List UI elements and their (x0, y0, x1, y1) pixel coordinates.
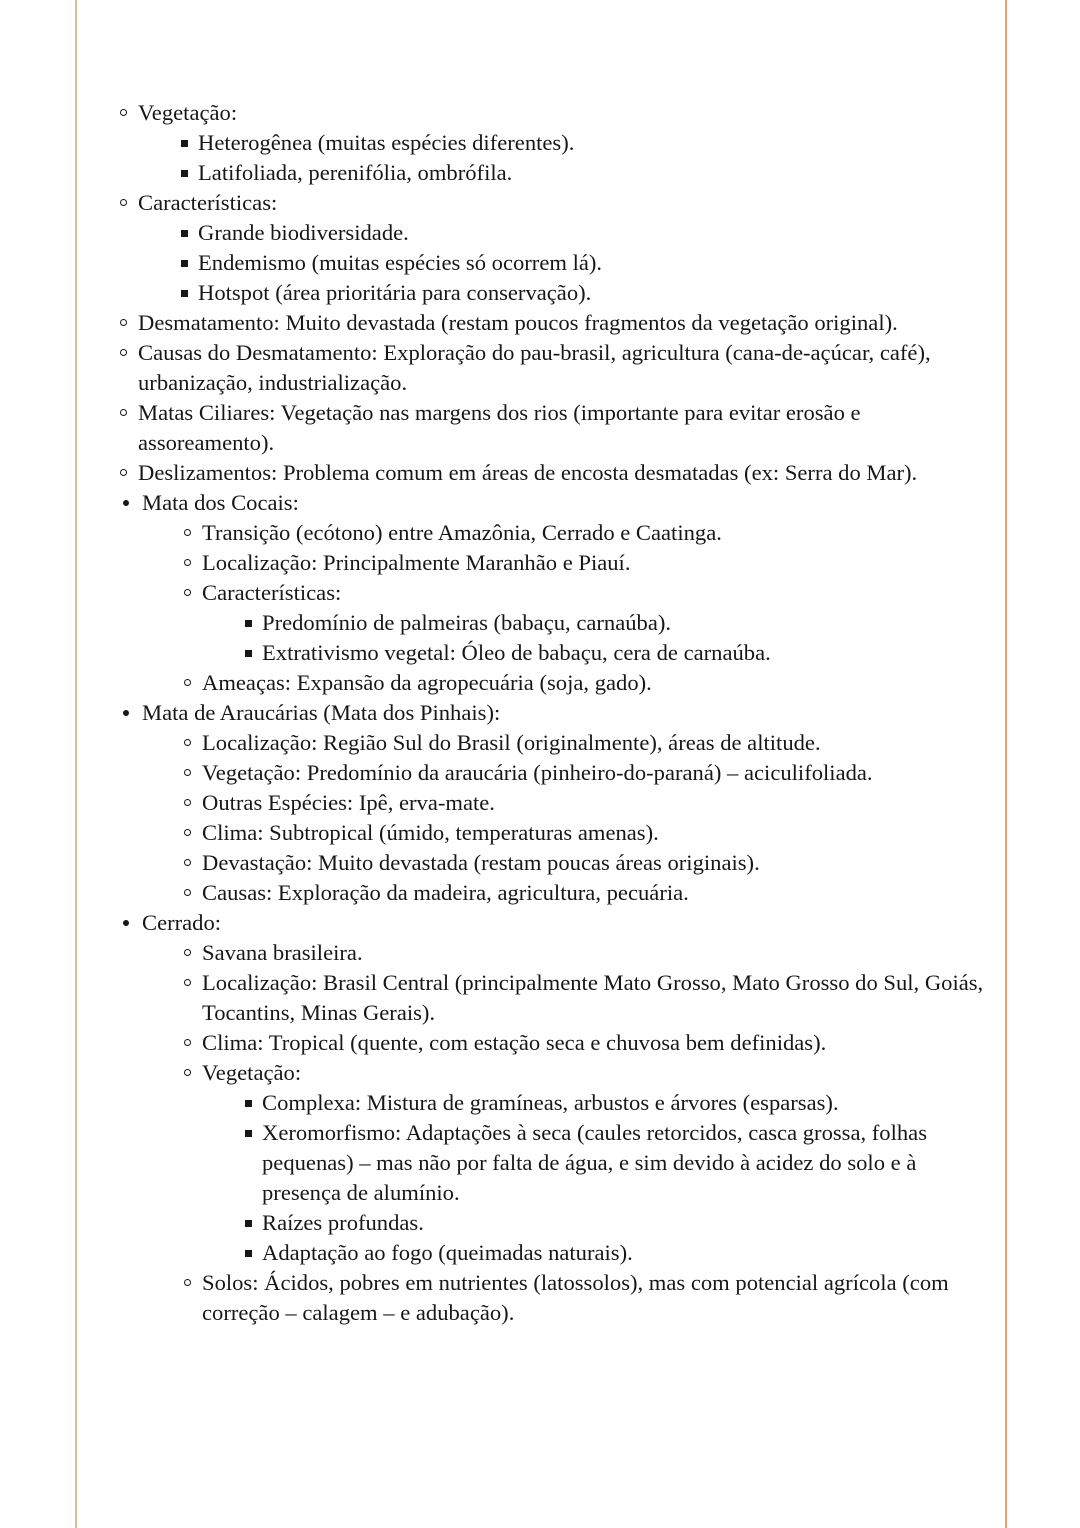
outline-list (118, 98, 986, 1328)
outline-sublist-level-2 (182, 518, 986, 698)
square-bullet-icon (245, 1100, 252, 1107)
circle-bullet-icon (120, 319, 127, 326)
circle-bullet-icon (120, 349, 127, 356)
outline-item-level-2 (182, 1268, 986, 1328)
outline-item-level-2 (118, 338, 986, 398)
outline-item-text: Localização: Brasil Central (principalmente Mato Grosso, Mato Grosso do Sul, Goiás, Tocantins, Minas Gerais). (202, 970, 984, 1025)
disc-bullet-icon (123, 920, 129, 926)
outline-item-text: Grande biodiversidade. (198, 220, 409, 245)
circle-bullet-icon (184, 1039, 191, 1046)
outline-item-text: Endemismo (muitas espécies só ocorrem lá). (198, 250, 603, 275)
outline-item-text: Cerrado: (142, 910, 222, 935)
square-bullet-icon (245, 650, 252, 657)
outline-item-text: Causas do Desmatamento: Exploração do pau-brasil, agricultura (cana-de-açúcar, café), urbanização, industrialização. (138, 340, 931, 395)
square-bullet-icon (245, 620, 252, 627)
outline-item-text: Vegetação: (202, 1060, 302, 1085)
outline-item-level-3 (180, 248, 986, 278)
outline-item-text: Latifoliada, perenifólia, ombrófila. (198, 160, 513, 185)
outline-item-text: Ameaças: Expansão da agropecuária (soja, gado). (202, 670, 652, 695)
outline-item-level-2 (118, 98, 986, 188)
outline-item-text: Clima: Subtropical (úmido, temperaturas amenas). (202, 820, 659, 845)
square-bullet-icon (181, 170, 188, 177)
outline-sublist-level-2 (182, 938, 986, 1328)
outline-sublist-level-3 (244, 608, 986, 668)
circle-bullet-icon (184, 1069, 191, 1076)
outline-item-level-3 (180, 278, 986, 308)
circle-bullet-icon (184, 979, 191, 986)
square-bullet-icon (181, 290, 188, 297)
circle-bullet-icon (184, 769, 191, 776)
outline-item-text: Complexa: Mistura de gramíneas, arbustos e árvores (esparsas). (262, 1090, 839, 1115)
outline-item-text: Outras Espécies: Ipê, erva-mate. (202, 790, 495, 815)
outline-item-level-2 (182, 578, 986, 668)
outline-item-text: Características: (138, 190, 278, 215)
outline-sublist-level-3 (180, 218, 986, 308)
outline-item-level-3 (244, 1118, 986, 1208)
square-bullet-icon (181, 230, 188, 237)
outline-item-level-3 (180, 218, 986, 248)
disc-bullet-icon (123, 710, 129, 716)
outline-item-text: Causas: Exploração da madeira, agricultura, pecuária. (202, 880, 689, 905)
circle-bullet-icon (184, 889, 191, 896)
outline-item-text: Adaptação ao fogo (queimadas naturais). (262, 1240, 633, 1265)
outline-item-text: Heterogênea (muitas espécies diferentes). (198, 130, 575, 155)
outline-item-text: Deslizamentos: Problema comum em áreas de encosta desmatadas (ex: Serra do Mar). (138, 460, 918, 485)
outline-item-text: Vegetação: Predomínio da araucária (pinheiro-do-paraná) – aciculifoliada. (202, 760, 873, 785)
outline-sublist-level-3 (244, 1088, 986, 1268)
circle-bullet-icon (184, 799, 191, 806)
outline-item-level-2 (182, 758, 986, 788)
outline-item-level-2 (182, 548, 986, 578)
outline-item-text: Predomínio de palmeiras (babaçu, carnaúba). (262, 610, 672, 635)
circle-bullet-icon (184, 1279, 191, 1286)
outline-item-level-3 (244, 1208, 986, 1238)
outline-item-text: Clima: Tropical (quente, com estação seca e chuvosa bem definidas). (202, 1030, 827, 1055)
outline-item-level-2 (182, 518, 986, 548)
disc-bullet-icon (123, 500, 129, 506)
document-body (118, 98, 986, 1328)
outline-item-level-2 (182, 968, 986, 1028)
circle-bullet-icon (120, 409, 127, 416)
outline-item-level-3 (180, 128, 986, 158)
outline-item-text: Características: (202, 580, 342, 605)
outline-item-level-2 (118, 458, 986, 488)
outline-item-level-2 (182, 668, 986, 698)
circle-bullet-icon (184, 679, 191, 686)
outline-item-level-3 (244, 638, 986, 668)
outline-item-level-2 (182, 728, 986, 758)
outline-item-text: Hotspot (área prioritária para conservação). (198, 280, 592, 305)
outline-item-level-2 (182, 1028, 986, 1058)
outline-item-text: Vegetação: (138, 100, 238, 125)
outline-item-text: Solos: Ácidos, pobres em nutrientes (latossolos), mas com potencial agrícola (com correção – calagem – e adubação). (202, 1270, 949, 1325)
circle-bullet-icon (120, 199, 127, 206)
outline-item-text: Savana brasileira. (202, 940, 363, 965)
outline-item-text: Devastação: Muito devastada (restam poucas áreas originais). (202, 850, 760, 875)
square-bullet-icon (245, 1220, 252, 1227)
square-bullet-icon (245, 1250, 252, 1257)
circle-bullet-icon (184, 859, 191, 866)
outline-item-level-2 (182, 938, 986, 968)
outline-item-level-2 (118, 188, 986, 308)
outline-item-level-3 (244, 1238, 986, 1268)
outline-item-level-1 (118, 698, 986, 908)
circle-bullet-icon (184, 949, 191, 956)
left-margin-rule (75, 0, 77, 1528)
outline-item-level-1 (118, 488, 986, 698)
outline-item-text: Transição (ecótono) entre Amazônia, Cerrado e Caatinga. (202, 520, 722, 545)
outline-item-text: Mata de Araucárias (Mata dos Pinhais): (142, 700, 501, 725)
outline-item-text: Localização: Região Sul do Brasil (originalmente), áreas de altitude. (202, 730, 821, 755)
square-bullet-icon (245, 1130, 252, 1137)
outline-item-level-3 (180, 158, 986, 188)
outline-item-text: Localização: Principalmente Maranhão e Piauí. (202, 550, 631, 575)
circle-bullet-icon (120, 109, 127, 116)
outline-item-text: Xeromorfismo: Adaptações à seca (caules retorcidos, casca grossa, folhas pequenas) – mas não por falta de água, e sim devido à acidez do solo e à presença de alumínio. (262, 1120, 928, 1205)
outline-item-level-3 (244, 1088, 986, 1118)
outline-item-text: Extrativismo vegetal: Óleo de babaçu, cera de carnaúba. (262, 640, 771, 665)
outline-item-level-1 (118, 908, 986, 1328)
outline-item-text: Raízes profundas. (262, 1210, 424, 1235)
outline-sublist-level-3 (180, 128, 986, 188)
right-margin-rule (1005, 0, 1007, 1528)
outline-item-level-3 (244, 608, 986, 638)
outline-item-level-2 (182, 1058, 986, 1268)
outline-sublist-level-2 (182, 728, 986, 908)
outline-item-text: Mata dos Cocais: (142, 490, 299, 515)
circle-bullet-icon (184, 529, 191, 536)
square-bullet-icon (181, 260, 188, 267)
outline-item-text: Matas Ciliares: Vegetação nas margens dos rios (importante para evitar erosão e assoreamento). (138, 400, 861, 455)
outline-item-level-2 (182, 878, 986, 908)
circle-bullet-icon (184, 559, 191, 566)
outline-item-level-2 (182, 848, 986, 878)
outline-item-text: Desmatamento: Muito devastada (restam poucos fragmentos da vegetação original). (138, 310, 898, 335)
square-bullet-icon (181, 140, 188, 147)
circle-bullet-icon (184, 589, 191, 596)
circle-bullet-icon (184, 739, 191, 746)
outline-item-level-2 (118, 308, 986, 338)
outline-item-level-2 (182, 788, 986, 818)
circle-bullet-icon (120, 469, 127, 476)
circle-bullet-icon (184, 829, 191, 836)
outline-item-level-2 (182, 818, 986, 848)
outline-item-level-2 (118, 398, 986, 458)
